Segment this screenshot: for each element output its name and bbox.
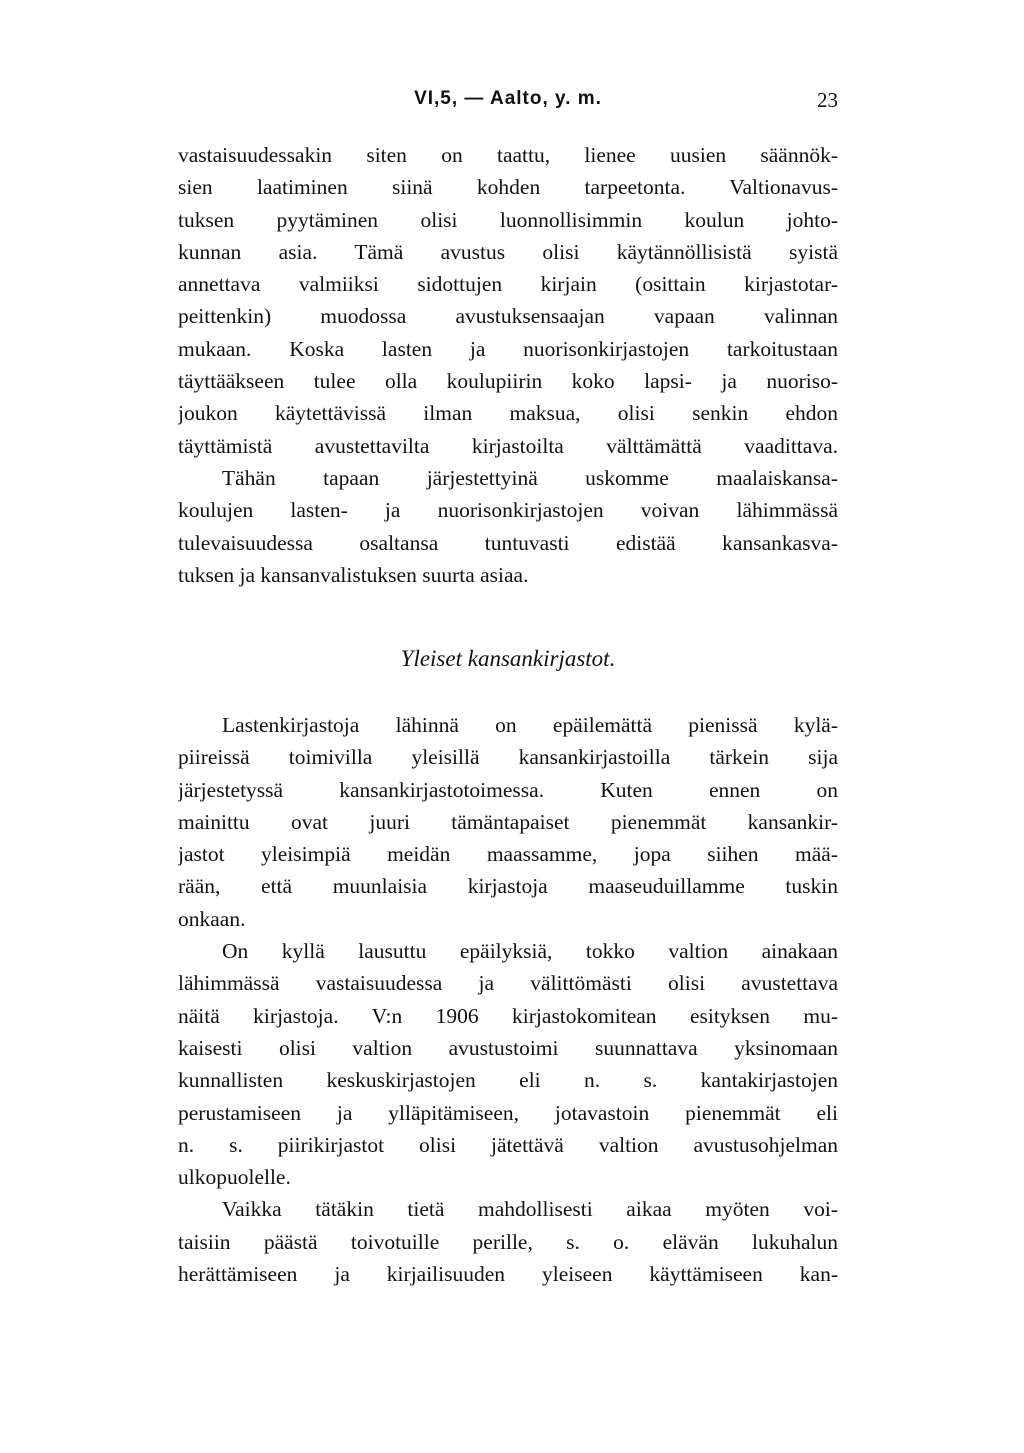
text-line: tuksen ja kansanvalistuksen suurta asiaa. bbox=[178, 562, 529, 587]
text-line: jastot yleisimpiä meidän maassamme, jopa siihen mää- bbox=[178, 842, 838, 867]
section-heading: Yleiset kansankirjastot. bbox=[400, 646, 616, 671]
text-line: Tähän tapaan järjestettyinä uskomme maalaiskansa- bbox=[222, 465, 838, 490]
text-block-2 bbox=[178, 709, 838, 1290]
text-line: täyttääkseen tulee olla koulupiirin koko lapsi- ja nuoriso- bbox=[178, 369, 838, 394]
text-line: rään, että muunlaisia kirjastoja maaseuduillamme tuskin bbox=[178, 874, 838, 899]
text-line: n. s. piirikirjastot olisi jätettävä valtion avustusohjelman bbox=[178, 1132, 838, 1157]
text-line: tulevaisuudessa osaltansa tuntuvasti edistää kansankasva- bbox=[178, 530, 838, 555]
text-line: näitä kirjastoja. V:n 1906 kirjastokomitean esityksen mu- bbox=[178, 1003, 838, 1028]
text-line: herättämiseen ja kirjailisuuden yleiseen käyttämiseen kan- bbox=[178, 1262, 838, 1287]
text-line: On kyllä lausuttu epäilyksiä, tokko valtion ainakaan bbox=[222, 939, 838, 964]
text-line: kunnallisten keskuskirjastojen eli n. s. kantakirjastojen bbox=[178, 1068, 838, 1093]
text-line: lähimmässä vastaisuudessa ja välittömästi olisi avustettava bbox=[178, 971, 838, 996]
text-line: vastaisuudessakin siten on taattu, lienee uusien säännök- bbox=[178, 143, 838, 167]
text-block-1 bbox=[178, 139, 838, 591]
running-title: VI,5, — Aalto, y. m. bbox=[414, 88, 602, 109]
text-line: piireissä toimivilla yleisillä kansankirjastoilla tärkein sija bbox=[178, 745, 838, 770]
text-line: mukaan. Koska lasten ja nuorisonkirjastojen tarkoitustaan bbox=[178, 336, 838, 361]
text-line: onkaan. bbox=[178, 906, 246, 931]
page-number: 23 bbox=[817, 88, 838, 112]
text-line: Vaikka tätäkin tietä mahdollisesti aikaa myöten voi- bbox=[222, 1197, 838, 1222]
text-line: peittenkin) muodossa avustuksensaajan vapaan valinnan bbox=[178, 304, 838, 329]
text-line: täyttämistä avustettavilta kirjastoilta välttämättä vaadittava. bbox=[178, 433, 838, 458]
text-line: tuksen pyytäminen olisi luonnollisimmin koulun johto- bbox=[178, 207, 838, 232]
text-line: kaisesti olisi valtion avustustoimi suunnattava yksinomaan bbox=[178, 1035, 838, 1060]
text-line: ulkopuolelle. bbox=[178, 1165, 291, 1190]
running-header bbox=[178, 88, 838, 118]
text-line: annettava valmiiksi sidottujen kirjain (osittain kirjastotar- bbox=[178, 272, 838, 297]
text-line: joukon käytettävissä ilman maksua, olisi senkin ehdon bbox=[178, 401, 838, 426]
text-line: järjestetyssä kansankirjastotoimessa. Kuten ennen on bbox=[178, 777, 838, 802]
text-line: koulujen lasten- ja nuorisonkirjastojen voivan lähimmässä bbox=[178, 498, 838, 523]
text-line: kunnan asia. Tämä avustus olisi käytännöllisistä syistä bbox=[178, 239, 838, 264]
text-line: mainittu ovat juuri tämäntapaiset pienemmät kansankir- bbox=[178, 809, 838, 834]
text-line: sien laatiminen siinä kohden tarpeetonta. Valtionavus- bbox=[178, 175, 838, 200]
text-line: Lastenkirjastoja lähinnä on epäilemättä pienissä kylä- bbox=[222, 713, 838, 737]
text-line: perustamiseen ja ylläpitämiseen, jotavastoin pienemmät eli bbox=[178, 1100, 838, 1125]
text-line: taisiin päästä toivotuille perille, s. o. elävän lukuhalun bbox=[178, 1229, 838, 1254]
